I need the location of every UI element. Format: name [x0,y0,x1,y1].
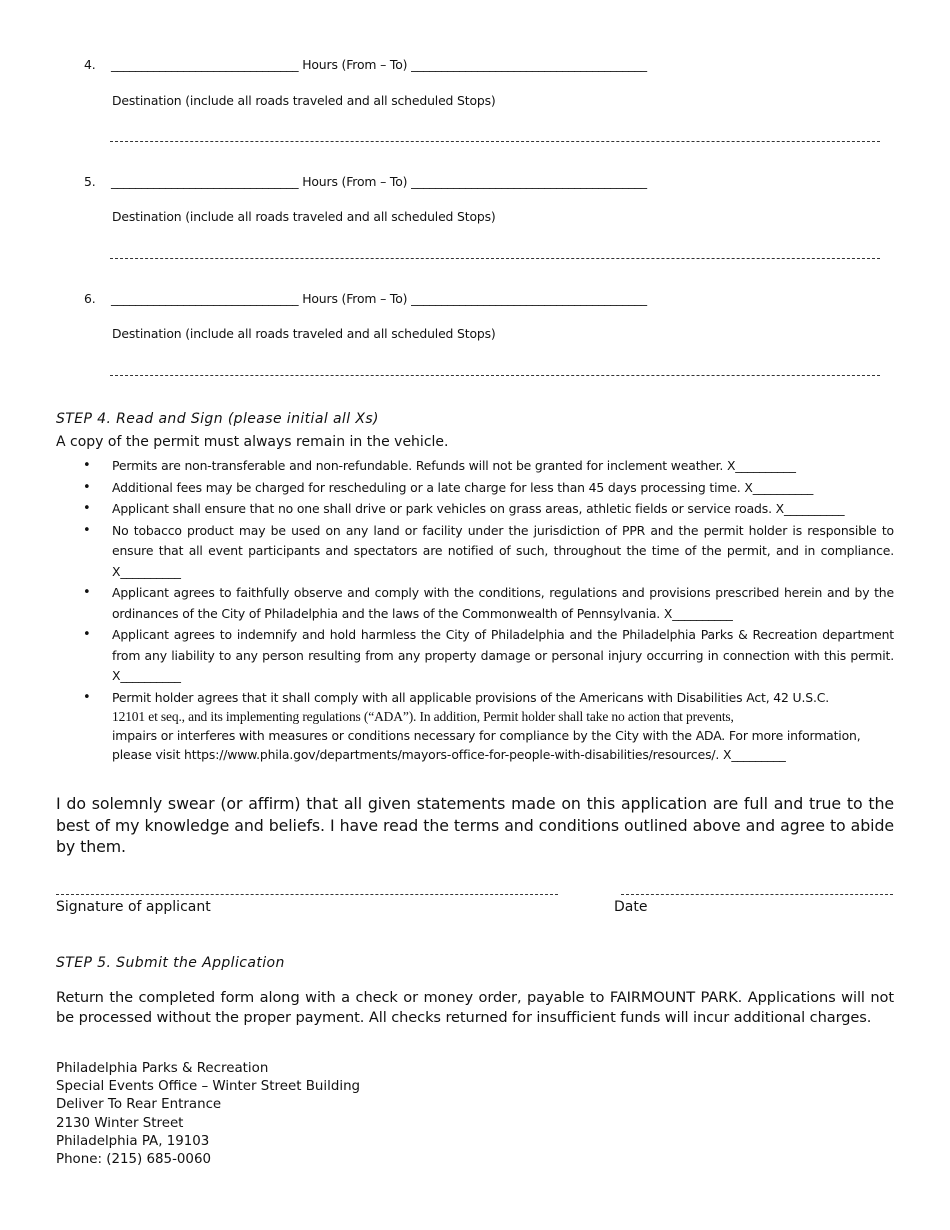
ada-text-3: impairs or interferes with measures or conditions necessary for compliance by the City with the ADA. For more information, [112,727,861,743]
route-number: 4. [84,57,96,72]
term-item: • Additional fees may be charged for rescheduling or a late charge for less than 45 days processing time. X__________ [56,478,894,499]
terms-list [56,456,894,765]
route-number: 5. [84,174,96,189]
step4-title: STEP 4. Read and Sign (please initial all Xs) [56,411,379,427]
destination-label: Destination (include all roads traveled and all scheduled Stops) [112,93,496,108]
date-label: Date [614,899,648,915]
destination-line[interactable] [110,375,880,376]
oath-statement: I do solemnly swear (or affirm) that all given statements made on this application are full and true to the best of my knowledge and beliefs. I have read the terms and conditions outlined above and agree to abide by them. [56,794,894,856]
address-line: Special Events Office – Winter Street Building [56,1079,361,1095]
destination-label: Destination (include all roads traveled and all scheduled Stops) [112,209,496,224]
ada-text-4: please visit https://www.phila.gov/departments/mayors-office-for-people-with-disabilities/resources/. X_________ [112,746,786,762]
step4-intro: A copy of the permit must always remain in the vehicle. [56,434,449,450]
route-number: 6. [84,291,96,306]
destination-label: Destination (include all roads traveled and all scheduled Stops) [112,326,496,341]
route-hours-line[interactable]: _______________________________ Hours (From – To) _______________________________________ [111,57,647,72]
term-item: • Applicant agrees to faithfully observe and comply with the conditions, regulations and provisions prescribed herein and by the ordinances of the City of Philadelphia and the laws of the Commonwealth of Pennsylvania. X__________ [56,583,894,624]
term-item: • Applicant shall ensure that no one shall drive or park vehicles on grass areas, athletic fields or service roads. X__________ [56,499,894,520]
route-hours-line[interactable]: _______________________________ Hours (From – To) _______________________________________ [111,174,647,189]
submit-instructions: Return the completed form along with a check or money order, payable to FAIRMOUNT PARK. Applications will not be processed without the proper payment. All checks returned for insufficient funds will incur additional charges. [56,989,894,1026]
term-item: • Applicant agrees to indemnify and hold harmless the City of Philadelphia and the Philadelphia Parks & Recreation department from any liability to any person resulting from any property damage or personal injury occurring in connection with this permit. X__________ [56,625,894,687]
destination-line[interactable] [110,141,880,142]
signature-line[interactable] [56,894,558,895]
term-item-ada [56,688,894,764]
mailing-address [56,1060,360,1169]
phone-number: Phone: (215) 685-0060 [56,1152,211,1168]
address-line: Philadelphia PA, 19103 [56,1133,210,1149]
term-item: • Permits are non-transferable and non-refundable. Refunds will not be granted for inclement weather. X__________ [56,456,894,477]
destination-line[interactable] [110,258,880,259]
signature-label: Signature of applicant [56,899,211,915]
date-line[interactable] [621,894,893,895]
term-item: • No tobacco product may be used on any land or facility under the jurisdiction of PPR and the permit holder is responsible to ensure that all event participants and spectators are notified of such, throughout the time of the permit, and in compliance. X__________ [56,521,894,583]
address-line: Philadelphia Parks & Recreation [56,1061,269,1076]
address-line: 2130 Winter Street [56,1115,184,1131]
ada-text-1: Permit holder agrees that it shall comply with all applicable provisions of the Americans with Disabilities Act, 42 U.S.C. [112,689,830,705]
step5-title: STEP 5. Submit the Application [56,955,285,971]
route-hours-line[interactable]: _______________________________ Hours (From – To) _______________________________________ [111,291,647,306]
ada-text-2: 12101 et seq., and its implementing regulations (“ADA”). In addition, Permit holder shall take no action that prevents, [112,708,734,724]
address-line: Deliver To Rear Entrance [56,1097,222,1113]
